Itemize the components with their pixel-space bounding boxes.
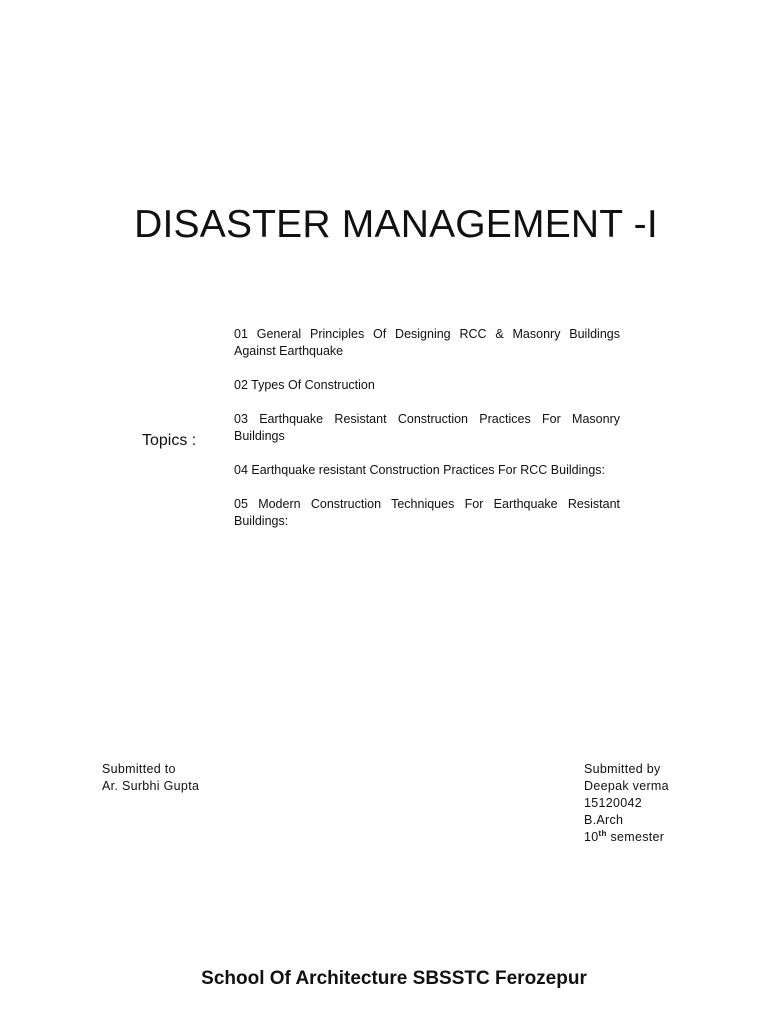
institution-footer: School Of Architecture SBSSTC Ferozepur xyxy=(201,968,587,989)
topics-label: Topics : xyxy=(142,432,197,449)
program-name: B.Arch xyxy=(584,813,624,827)
topic-item: 05 Modern Construction Techniques For Earthquake Resistant Buildings: xyxy=(234,497,620,528)
semester xyxy=(584,829,669,846)
topic-item: 03 Earthquake Resistant Construction Practices For Masonry Buildings xyxy=(234,412,620,443)
roll-number: 15120042 xyxy=(584,796,643,810)
submitted-to-heading: Submitted to xyxy=(102,762,176,776)
submitted-to-block xyxy=(102,761,199,795)
student-name: Deepak verma xyxy=(584,779,669,793)
supervisor-name: Ar. Surbhi Gupta xyxy=(102,779,200,793)
submitted-by-heading: Submitted by xyxy=(584,762,661,776)
topic-item: 02 Types Of Construction xyxy=(234,378,375,392)
semester-number: 10 xyxy=(584,830,599,844)
topic-item: 04 Earthquake resistant Construction Practices For RCC Buildings: xyxy=(234,463,605,477)
semester-word: semester xyxy=(606,830,665,844)
submitted-by-block xyxy=(584,761,669,846)
topics-list xyxy=(234,326,620,547)
page-title: DISASTER MANAGEMENT -I xyxy=(134,203,658,246)
semester-suffix: th xyxy=(598,829,607,838)
topic-item: 01 General Principles Of Designing RCC & Masonry Buildings Against Earthquake xyxy=(234,327,620,358)
